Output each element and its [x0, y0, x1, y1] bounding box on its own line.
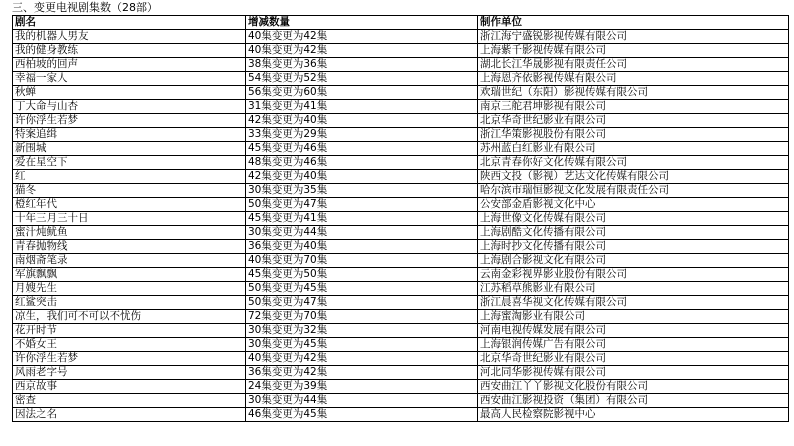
cell-episode-change: 38集变更为36集 — [246, 58, 478, 72]
cell-producer: 最高人民检察院影视中心 — [478, 408, 789, 422]
cell-episode-change: 45集变更为41集 — [246, 212, 478, 226]
table-row — [13, 352, 789, 366]
cell-producer: 湖北长江华晟影视有限责任公司 — [478, 58, 789, 72]
cell-producer: 河南电视传媒发展有限公司 — [478, 324, 789, 338]
cell-producer: 上海时抄文化传播有限公司 — [478, 240, 789, 254]
cell-producer: 上海恩齐依影视传媒有限公司 — [478, 72, 789, 86]
cell-episode-change: 30集变更为45集 — [246, 338, 478, 352]
cell-episode-change: 30集变更为35集 — [246, 184, 478, 198]
cell-title: 青春抛物线 — [13, 240, 246, 254]
cell-title: 丁大命与山杏 — [13, 100, 246, 114]
table-row — [13, 296, 789, 310]
table-row — [13, 324, 789, 338]
table-row — [13, 114, 789, 128]
cell-title: 红鲨突击 — [13, 296, 246, 310]
cell-producer: 上海蜜淘影业有限公司 — [478, 310, 789, 324]
cell-episode-change: 45集变更为50集 — [246, 268, 478, 282]
table-row — [13, 128, 789, 142]
cell-title: 不婚女王 — [13, 338, 246, 352]
table-row — [13, 170, 789, 184]
cell-title: 猫冬 — [13, 184, 246, 198]
cell-title: 秋蝉 — [13, 86, 246, 100]
cell-title: 南烟斋笔录 — [13, 254, 246, 268]
cell-episode-change: 33集变更为29集 — [246, 128, 478, 142]
table-row — [13, 58, 789, 72]
cell-title: 军旗飘飘 — [13, 268, 246, 282]
cell-episode-change: 30集变更为44集 — [246, 226, 478, 240]
cell-producer: 上海银润传媒广告有限公司 — [478, 338, 789, 352]
table-row — [13, 394, 789, 408]
cell-producer: 上海紫千影视传媒有限公司 — [478, 44, 789, 58]
cell-producer: 苏州蓝白红影业有限公司 — [478, 142, 789, 156]
cell-episode-change: 42集变更为40集 — [246, 114, 478, 128]
cell-title: 许你浮生若梦 — [13, 352, 246, 366]
cell-title: 花开时节 — [13, 324, 246, 338]
cell-producer: 浙江华策影视股份有限公司 — [478, 128, 789, 142]
table-row — [13, 310, 789, 324]
cell-episode-change: 31集变更为41集 — [246, 100, 478, 114]
cell-title: 橙红年代 — [13, 198, 246, 212]
table-body — [13, 30, 789, 422]
table-row — [13, 44, 789, 58]
cell-episode-change: 42集变更为40集 — [246, 170, 478, 184]
cell-episode-change: 46集变更为45集 — [246, 408, 478, 422]
cell-title: 十年三月三十日 — [13, 212, 246, 226]
cell-producer: 河北同华影视传媒有限公司 — [478, 366, 789, 380]
cell-producer: 公安部金盾影视文化中心 — [478, 198, 789, 212]
table-row — [13, 72, 789, 86]
cell-title: 幸福一家人 — [13, 72, 246, 86]
table-row — [13, 380, 789, 394]
table-header — [13, 16, 789, 30]
table-row — [13, 100, 789, 114]
table-row — [13, 198, 789, 212]
cell-title: 西柏坡的回声 — [13, 58, 246, 72]
cell-episode-change: 72集变更为70集 — [246, 310, 478, 324]
section-title: 三、变更电视剧集数（28部） — [12, 1, 158, 14]
column-header-episode-change: 增减数量 — [246, 16, 478, 30]
cell-episode-change: 50集变更为45集 — [246, 282, 478, 296]
cell-producer: 陕西文投（影视）艺达文化传媒有限公司 — [478, 170, 789, 184]
cell-title: 我的机器人男友 — [13, 30, 246, 44]
table-row — [13, 408, 789, 422]
cell-episode-change: 36集变更为40集 — [246, 240, 478, 254]
column-header-producer: 制作单位 — [478, 16, 789, 30]
cell-episode-change: 30集变更为44集 — [246, 394, 478, 408]
table-row — [13, 212, 789, 226]
cell-title: 新围城 — [13, 142, 246, 156]
drama-episode-change-table — [12, 15, 789, 422]
cell-episode-change: 54集变更为52集 — [246, 72, 478, 86]
table-row — [13, 282, 789, 296]
cell-episode-change: 36集变更为42集 — [246, 366, 478, 380]
cell-producer: 南京三舵君坤影视有限公司 — [478, 100, 789, 114]
cell-title: 爱在星空下 — [13, 156, 246, 170]
cell-episode-change: 48集变更为46集 — [246, 156, 478, 170]
cell-title: 风雨老字号 — [13, 366, 246, 380]
cell-producer: 西安曲江丫丫影视文化股份有限公司 — [478, 380, 789, 394]
cell-producer: 西安曲江影视投资（集团）有限公司 — [478, 394, 789, 408]
cell-title: 特案追缉 — [13, 128, 246, 142]
cell-title: 密查 — [13, 394, 246, 408]
column-header-title: 剧名 — [13, 16, 246, 30]
cell-producer: 云南金彩视界影业股份有限公司 — [478, 268, 789, 282]
cell-episode-change: 40集变更为42集 — [246, 44, 478, 58]
table-row — [13, 240, 789, 254]
cell-episode-change: 50集变更为47集 — [246, 296, 478, 310]
cell-title: 蜜汁炖鱿鱼 — [13, 226, 246, 240]
cell-episode-change: 56集变更为60集 — [246, 86, 478, 100]
table-row — [13, 268, 789, 282]
cell-producer: 北京华奇世纪影业有限公司 — [478, 114, 789, 128]
table-row — [13, 184, 789, 198]
cell-title: 许你浮生若梦 — [13, 114, 246, 128]
cell-title: 我的健身教练 — [13, 44, 246, 58]
table-row — [13, 338, 789, 352]
table-row — [13, 30, 789, 44]
table-row — [13, 254, 789, 268]
cell-producer: 上海剧酷文化传播有限公司 — [478, 226, 789, 240]
cell-producer: 欢瑞世纪（东阳）影视传媒有限公司 — [478, 86, 789, 100]
table-row — [13, 142, 789, 156]
table-row — [13, 366, 789, 380]
cell-episode-change: 40集变更为70集 — [246, 254, 478, 268]
cell-title: 凉生，我们可不可以不忧伤 — [13, 310, 246, 324]
cell-title: 月嫂先生 — [13, 282, 246, 296]
table-row — [13, 226, 789, 240]
cell-title: 红 — [13, 170, 246, 184]
cell-episode-change: 24集变更为39集 — [246, 380, 478, 394]
cell-producer: 上海剧合影视文化有限公司 — [478, 254, 789, 268]
cell-producer: 江苏稻草熊影业有限公司 — [478, 282, 789, 296]
cell-title: 因法之名 — [13, 408, 246, 422]
cell-episode-change: 40集变更为42集 — [246, 30, 478, 44]
cell-producer: 上海世像文化传媒有限公司 — [478, 212, 789, 226]
table-row — [13, 86, 789, 100]
cell-producer: 浙江晨喜华视文化传媒有限公司 — [478, 296, 789, 310]
table-row — [13, 156, 789, 170]
cell-producer: 北京华奇世纪影业有限公司 — [478, 352, 789, 366]
cell-title: 西京故事 — [13, 380, 246, 394]
cell-producer: 北京青春你好文化传媒有限公司 — [478, 156, 789, 170]
cell-episode-change: 50集变更为47集 — [246, 198, 478, 212]
cell-producer: 哈尔滨市瑞恒影视文化发展有限责任公司 — [478, 184, 789, 198]
table-header-row — [13, 16, 789, 30]
cell-episode-change: 40集变更为42集 — [246, 352, 478, 366]
cell-producer: 浙江海宁盛锐影视传媒有限公司 — [478, 30, 789, 44]
cell-episode-change: 45集变更为46集 — [246, 142, 478, 156]
cell-episode-change: 30集变更为32集 — [246, 324, 478, 338]
